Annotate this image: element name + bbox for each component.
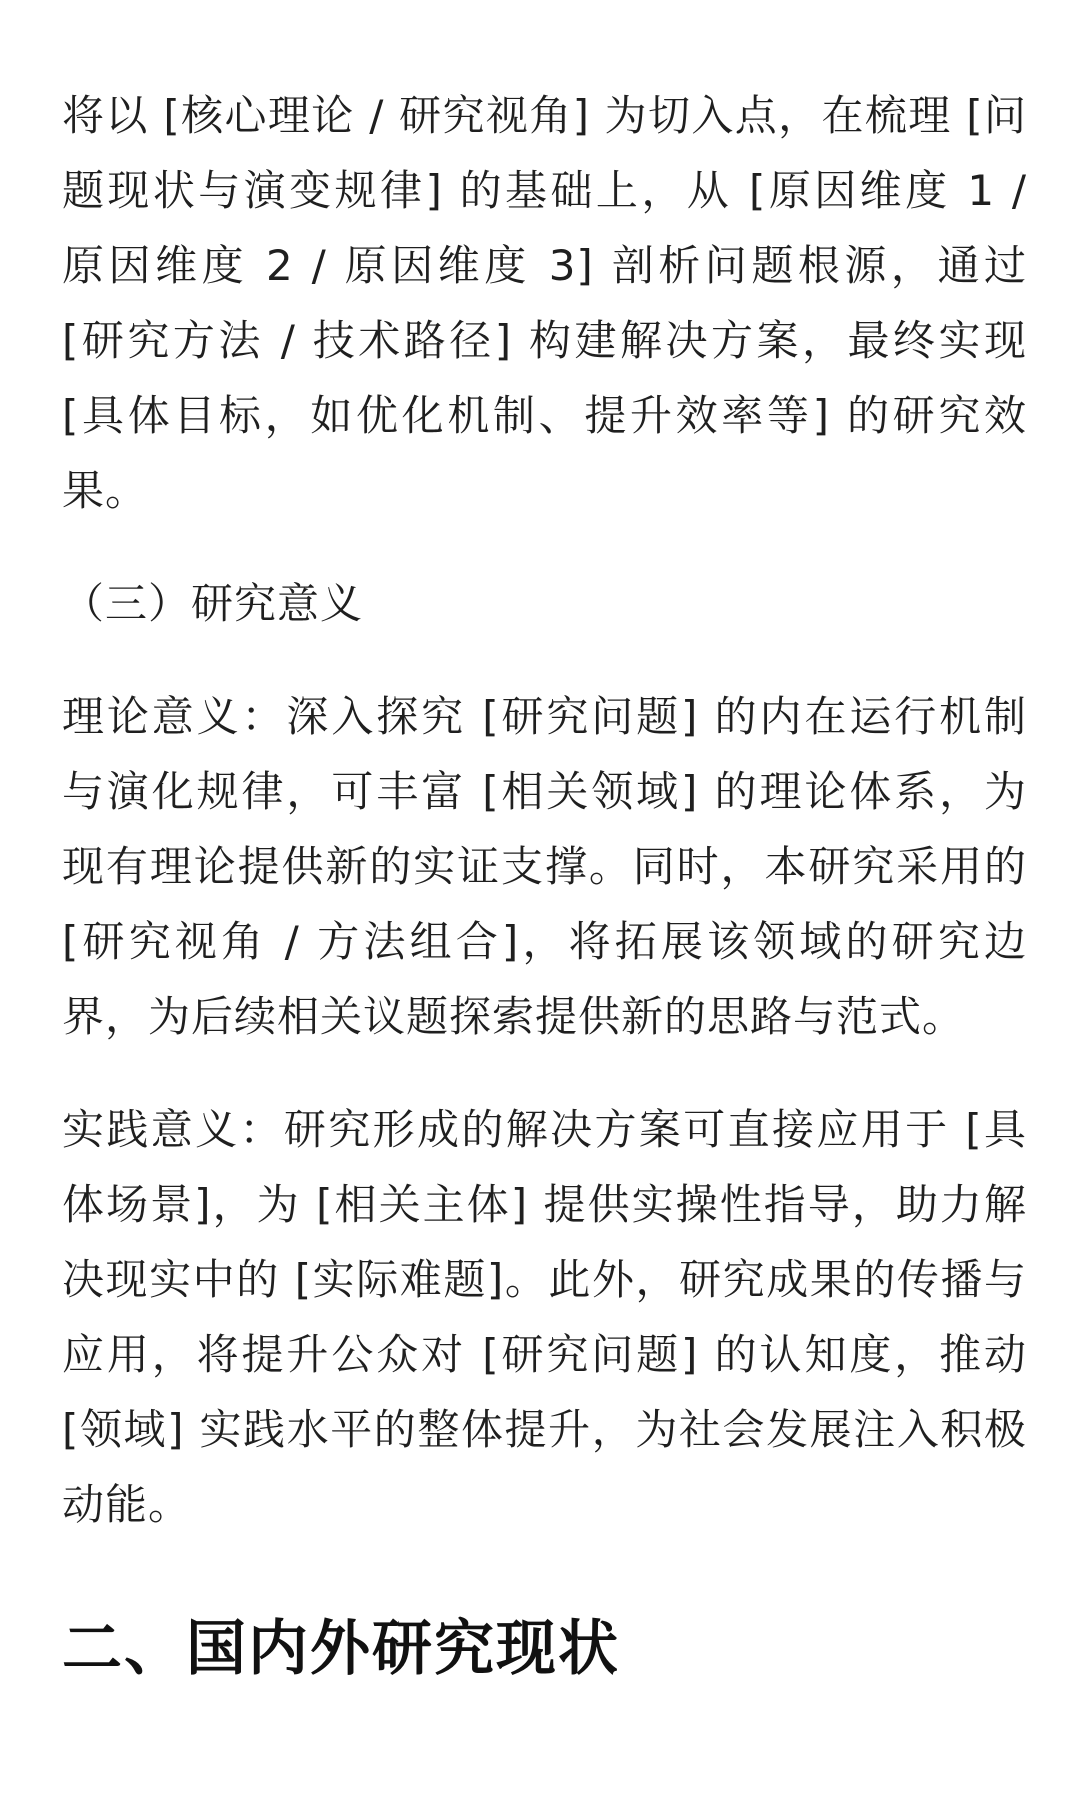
- theoretical-significance-paragraph: 理论意义：深入探究 [研究问题] 的内在运行机制与演化规律，可丰富 [相关领域] 的理论体系，为现有理论提供新的实证支撑。同时，本研究采用的 [研究视角 / 方法组合]，将拓展该领域的研究边界，为后续相关议题探索提供新的思路与范式。: [62, 692, 1027, 1041]
- intro-paragraph: 将以 [核心理论 / 研究视角] 为切入点，在梳理 [问题现状与演变规律] 的基础上，从 [原因维度 1 / 原因维度 2 / 原因维度 3] 剖析问题根源，通过 [研究方法 / 技术路径] 构建解决方案，最终实现 [具体目标，如优化机制、提升效率等] 的研究效果。: [62, 91, 1027, 515]
- document-body: [62, 78, 1027, 1694]
- practical-significance-paragraph: 实践意义：研究形成的解决方案可直接应用于 [具体场景]，为 [相关主体] 提供实操性指导，助力解决现实中的 [实际难题]。此外，研究成果的传播与应用，将提升公众对 [研究问题] 的认知度，推动 [领域] 实践水平的整体提升，为社会发展注入积极动能。: [62, 1105, 1027, 1529]
- research-significance-subheading: （三）研究意义: [62, 579, 364, 628]
- section-two-heading: 二、国内外研究现状: [62, 1614, 620, 1684]
